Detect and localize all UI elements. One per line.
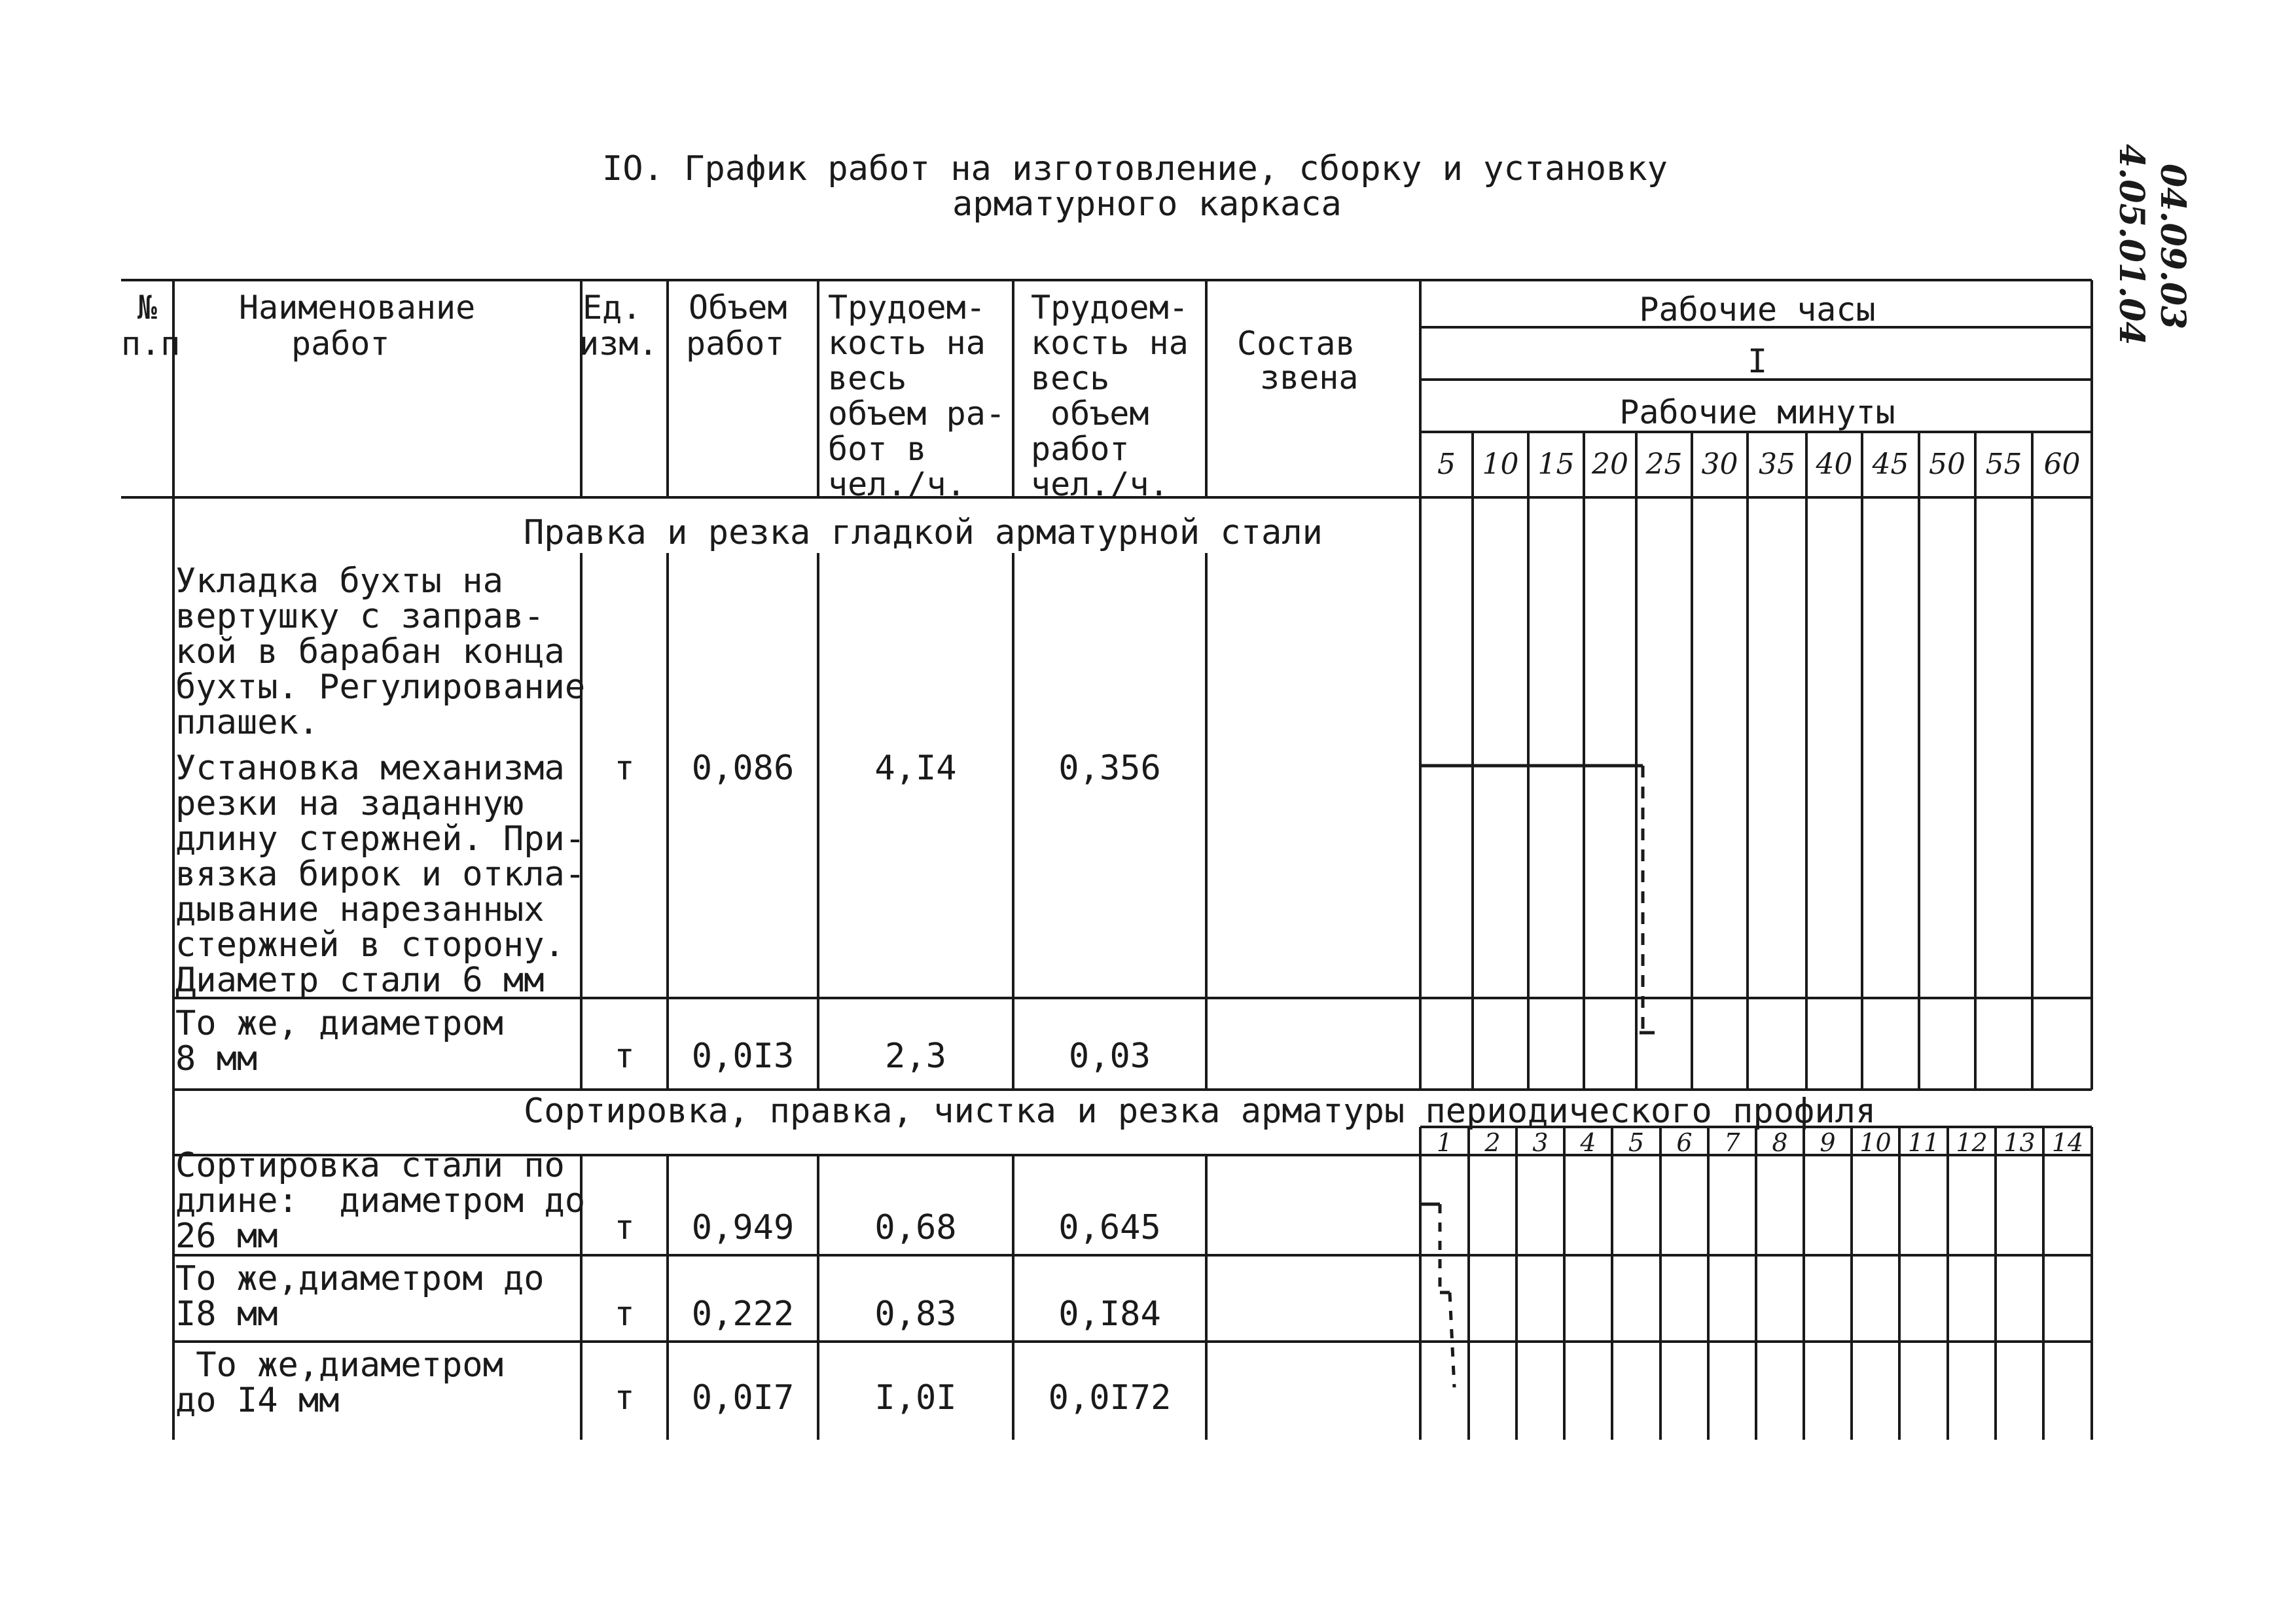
section1-title: Правка и резка гладкой арматурной стали bbox=[524, 513, 1323, 552]
work-name-line: плашек. bbox=[175, 703, 319, 742]
header-hour-value: I bbox=[1747, 342, 1768, 380]
minute-label: 50 bbox=[1929, 448, 1965, 481]
volume-cell: 0,0I3 bbox=[691, 1037, 795, 1076]
minute-label-s2: 10 bbox=[1859, 1128, 1892, 1157]
header-labor-total-line: чел./ч. bbox=[1031, 465, 1169, 503]
header-volume-1: Объем bbox=[689, 289, 787, 327]
document-code-2: 4.05.01.04 bbox=[2111, 144, 2151, 346]
header-labor-total-line: кость на bbox=[1031, 324, 1189, 362]
minute-label: 10 bbox=[1482, 448, 1519, 481]
header-unit-1: Ед. bbox=[583, 289, 642, 327]
minute-label: 15 bbox=[1537, 448, 1575, 481]
minute-label-s2: 12 bbox=[1956, 1128, 1988, 1157]
work-name-line: Установка механизма bbox=[175, 749, 565, 788]
minute-label: 40 bbox=[1816, 448, 1853, 481]
unit-cell: т bbox=[614, 1378, 635, 1418]
minute-label: 45 bbox=[1872, 448, 1909, 481]
work-name-line: дывание нарезанных bbox=[175, 890, 545, 929]
minute-label-s2: 4 bbox=[1580, 1128, 1596, 1157]
labor-norm-cell: 0,68 bbox=[874, 1208, 957, 1247]
labor-total-cell: 0,03 bbox=[1068, 1037, 1151, 1076]
document-code-1: 04.09.03 bbox=[2153, 164, 2193, 330]
unit-cell: т bbox=[614, 1208, 635, 1247]
volume-cell: 0,222 bbox=[691, 1294, 795, 1334]
unit-cell: т bbox=[614, 1294, 635, 1334]
work-name-line: бухты. Регулирование bbox=[175, 668, 586, 707]
minute-label-s2: 8 bbox=[1772, 1128, 1788, 1157]
gantt-dash-s2b bbox=[1450, 1293, 1454, 1387]
work-name-line: стержней в сторону. bbox=[175, 925, 565, 965]
header-hours-label: Рабочие часы bbox=[1639, 291, 1876, 329]
unit-cell: т bbox=[614, 1037, 635, 1076]
minute-label: 30 bbox=[1701, 448, 1738, 481]
minute-label: 20 bbox=[1592, 448, 1628, 481]
work-name-line: Диаметр стали 6 мм bbox=[175, 961, 545, 1000]
work-name-line: То же,диаметром bbox=[175, 1346, 503, 1385]
work-name-line: вертушку с заправ- bbox=[175, 597, 545, 636]
labor-norm-cell: 0,83 bbox=[874, 1294, 957, 1334]
header-unit-2: изм. bbox=[579, 325, 658, 363]
header-labor-norm-line: бот в bbox=[828, 430, 927, 468]
header-labor-total-line: работ bbox=[1031, 430, 1130, 468]
header-labor-total-line: объем bbox=[1050, 395, 1149, 433]
work-name-line: кой в барабан конца bbox=[175, 632, 565, 671]
header-name-2: работ bbox=[291, 325, 390, 363]
header-num-2: п.п bbox=[121, 325, 181, 363]
work-name-line: до I4 мм bbox=[175, 1381, 340, 1420]
header-volume-2: работ bbox=[686, 325, 785, 363]
document-title-line1: IO. График работ на изготовление, сборку и установку bbox=[602, 149, 1668, 188]
labor-total-cell: 0,I84 bbox=[1058, 1294, 1161, 1334]
work-name-line: резки на заданную bbox=[175, 784, 524, 823]
labor-total-cell: 0,356 bbox=[1058, 749, 1161, 788]
header-labor-norm-line: чел./ч. bbox=[828, 465, 966, 503]
minute-label: 5 bbox=[1437, 448, 1456, 481]
work-name-line: вязка бирок и откла- bbox=[175, 855, 586, 894]
header-crew-1: Состав bbox=[1237, 325, 1355, 363]
labor-norm-cell: 2,3 bbox=[885, 1037, 946, 1076]
work-name-line: То же, диаметром bbox=[175, 1004, 503, 1043]
minute-label: 35 bbox=[1759, 448, 1795, 481]
work-name-line: длину стержней. При- bbox=[175, 819, 586, 859]
minute-label-s2: 3 bbox=[1532, 1128, 1549, 1157]
work-name-line: длине: диаметром до bbox=[175, 1181, 586, 1221]
header-crew-2: звена bbox=[1260, 359, 1359, 397]
header-labor-total-line: Трудоем- bbox=[1031, 289, 1189, 327]
volume-cell: 0,949 bbox=[691, 1208, 795, 1247]
minute-label-s2: 11 bbox=[1907, 1128, 1940, 1157]
work-name-line: Сортировка стали по bbox=[175, 1146, 565, 1185]
minute-label: 25 bbox=[1645, 448, 1683, 481]
minute-label: 60 bbox=[2043, 448, 2081, 481]
volume-cell: 0,0I7 bbox=[691, 1378, 795, 1418]
header-labor-norm-line: кость на bbox=[828, 324, 986, 362]
minute-label-s2: 5 bbox=[1628, 1128, 1645, 1157]
minute-label-s2: 7 bbox=[1724, 1128, 1740, 1157]
minute-label-s2: 13 bbox=[2003, 1128, 2036, 1157]
work-name-line: 26 мм bbox=[175, 1217, 278, 1256]
header-minutes-label: Рабочие минуты bbox=[1619, 393, 1895, 431]
header-name-1: Наименование bbox=[239, 289, 476, 327]
unit-cell: т bbox=[614, 749, 635, 788]
labor-norm-cell: I,0I bbox=[874, 1378, 957, 1418]
work-name-line: Укладка бухты на bbox=[175, 562, 503, 601]
work-name-line: I8 мм bbox=[175, 1294, 278, 1334]
header-labor-norm-line: Трудоем- bbox=[828, 289, 986, 327]
labor-total-cell: 0,645 bbox=[1058, 1208, 1161, 1247]
labor-total-cell: 0,0I72 bbox=[1048, 1378, 1172, 1418]
header-labor-norm-line: объем ра- bbox=[828, 395, 1005, 433]
minute-label-s2: 9 bbox=[1820, 1128, 1836, 1157]
work-name-line: 8 мм bbox=[175, 1039, 258, 1079]
minute-label-s2: 1 bbox=[1436, 1128, 1453, 1157]
minute-label: 55 bbox=[1985, 448, 2022, 481]
volume-cell: 0,086 bbox=[691, 749, 795, 788]
document-title-line2: арматурного каркаса bbox=[952, 185, 1342, 224]
header-labor-total-line: весь bbox=[1031, 359, 1110, 397]
labor-norm-cell: 4,I4 bbox=[874, 749, 957, 788]
minute-label-s2: 14 bbox=[2051, 1128, 2084, 1157]
minute-label-s2: 6 bbox=[1676, 1128, 1693, 1157]
section2-title: Сортировка, правка, чистка и резка арматуры периодического профиля bbox=[524, 1092, 1876, 1131]
header-num-1: № bbox=[137, 289, 158, 327]
header-labor-norm-line: весь bbox=[828, 359, 907, 397]
minute-label-s2: 2 bbox=[1484, 1128, 1501, 1157]
work-name-line: То же,диаметром до bbox=[175, 1259, 545, 1298]
